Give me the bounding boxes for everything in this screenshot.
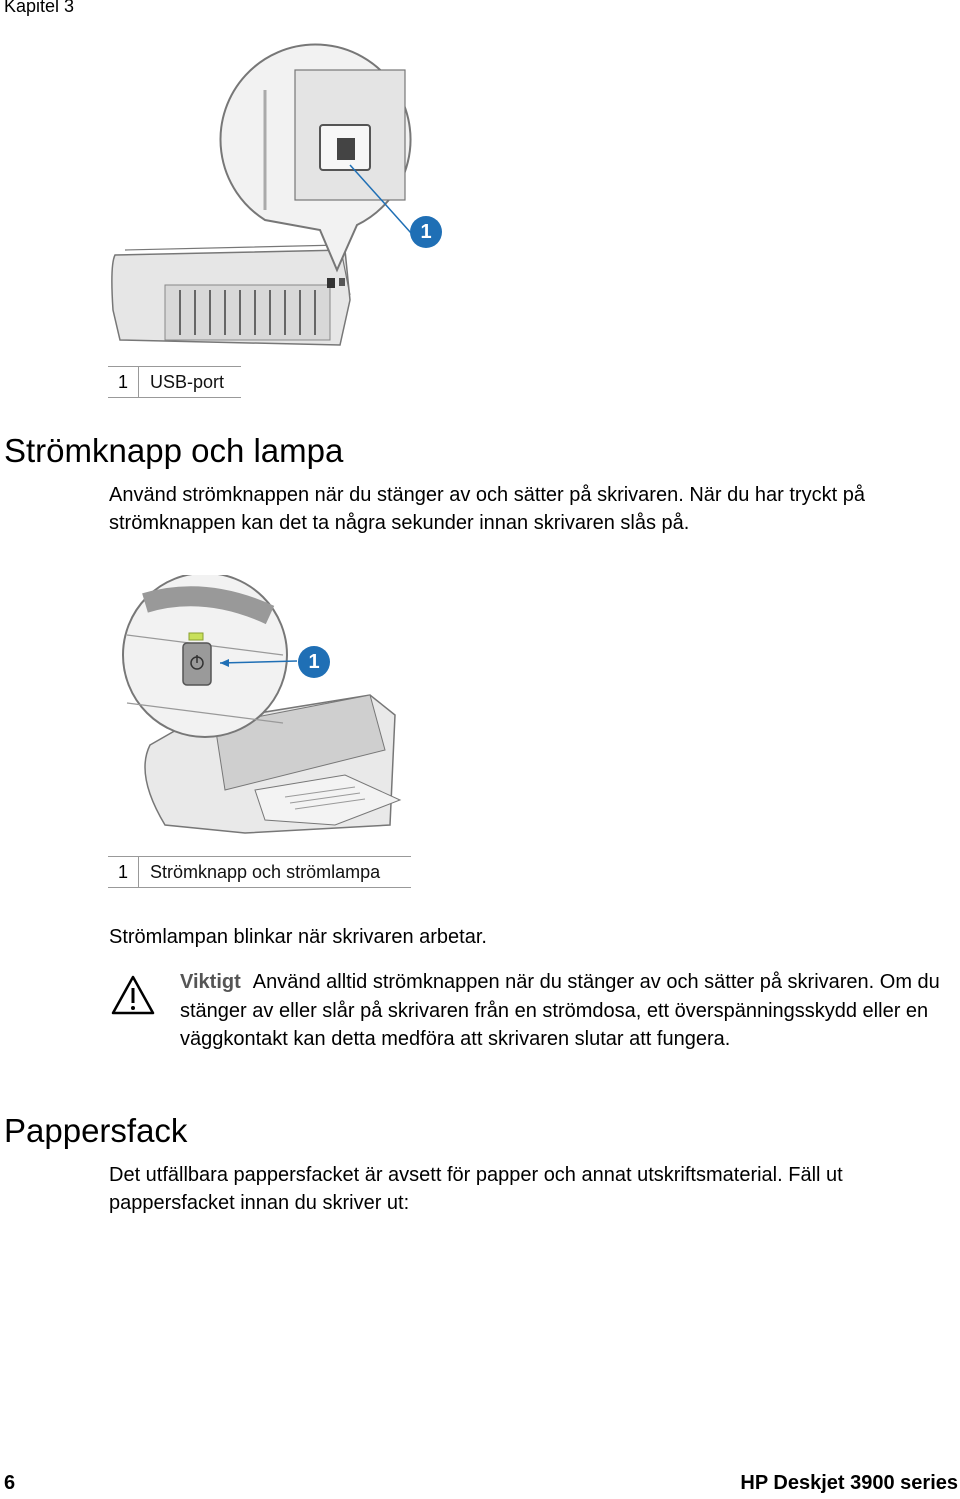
power-paragraph: Använd strömknappen när du stänger av och sätter på skrivaren. När du har tryckt på strömknappen kan det ta några sekunder innan skrivaren slås på. bbox=[109, 484, 865, 534]
paper-tray-paragraph: Det utfällbara pappersfacket är avsett för papper och annat utskriftsmaterial. Fäll ut pappersfacket innan du skriver ut: bbox=[109, 1164, 843, 1214]
figure-legend-usb bbox=[108, 366, 241, 398]
figure-legend-power bbox=[108, 856, 411, 888]
warning-icon bbox=[110, 974, 156, 1016]
legend-number: 1 bbox=[108, 367, 139, 397]
warning-text: Använd alltid strömknappen när du stänger av och sätter på skrivaren. Om du stänger av eller slår på skrivaren från en strömdosa, ett överspänningsskydd eller en väggkontakt kan detta medföra att skrivaren slutar att fungera. bbox=[180, 971, 940, 1050]
footer-title: HP Deskjet 3900 series bbox=[740, 1472, 958, 1494]
chapter-label: Kapitel 3 bbox=[4, 0, 75, 16]
callout-badge-usb bbox=[410, 216, 442, 248]
section-heading-paper-tray: Pappersfack bbox=[4, 1112, 188, 1149]
power-light-note: Strömlampan blinkar när skrivaren arbetar. bbox=[109, 926, 487, 948]
section-heading-power: Strömknapp och lampa bbox=[4, 432, 344, 469]
power-button-illustration bbox=[105, 575, 405, 840]
callout-number: 1 bbox=[308, 650, 320, 673]
callout-number: 1 bbox=[420, 220, 432, 243]
page-number: 6 bbox=[4, 1472, 16, 1494]
legend-number: 1 bbox=[108, 857, 139, 887]
legend-label: Strömknapp och strömlampa bbox=[150, 861, 381, 882]
callout-badge-power bbox=[298, 646, 330, 678]
usb-port-illustration bbox=[105, 40, 450, 360]
legend-label: USB-port bbox=[150, 371, 225, 392]
warning-note bbox=[180, 968, 960, 1054]
warning-label: Viktigt bbox=[180, 971, 241, 993]
